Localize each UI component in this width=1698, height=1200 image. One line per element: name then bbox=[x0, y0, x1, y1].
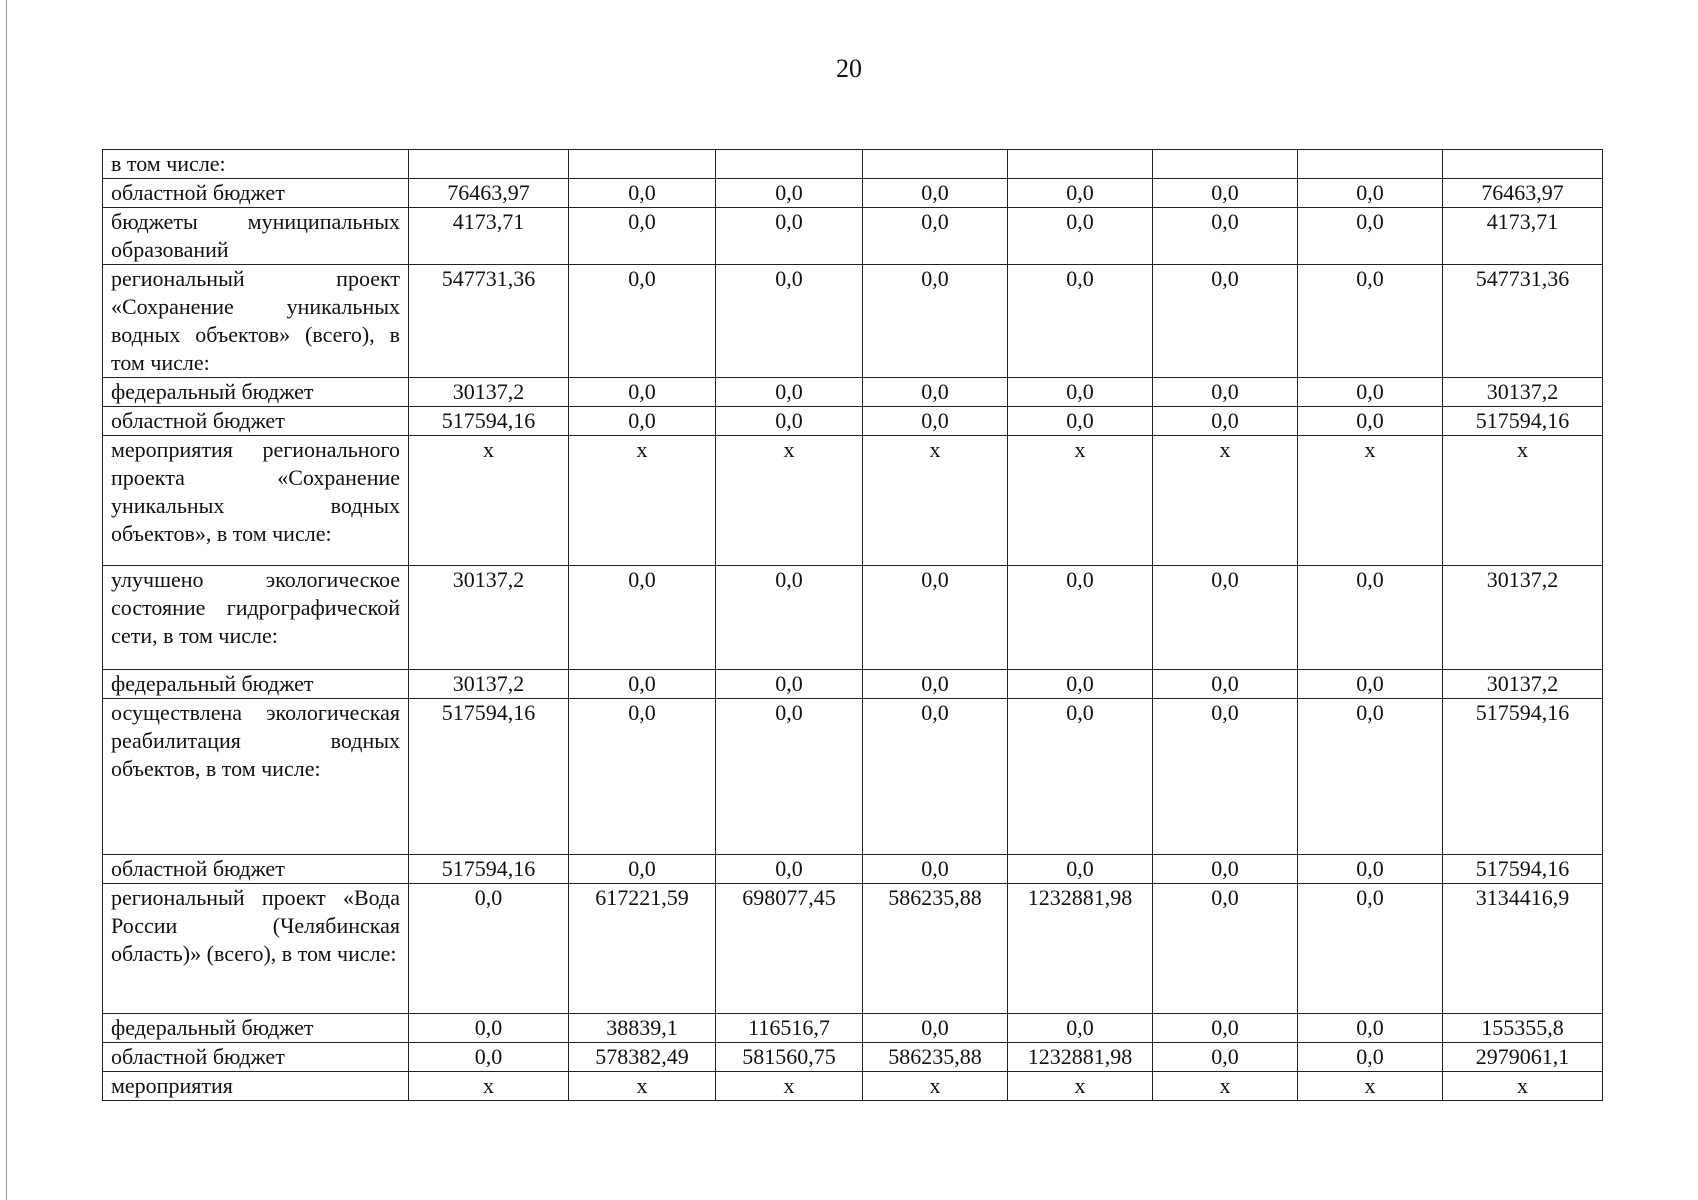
value-cell: 0,0 bbox=[1298, 208, 1443, 265]
value-cell: 0,0 bbox=[1008, 208, 1153, 265]
value-cell: 0,0 bbox=[1008, 855, 1153, 884]
value-cell: 0,0 bbox=[1008, 670, 1153, 699]
value-cell: 0,0 bbox=[1153, 1014, 1298, 1043]
value-cell: 517594,16 bbox=[1443, 855, 1603, 884]
table-row bbox=[103, 699, 1603, 855]
value-cell: 0,0 bbox=[569, 670, 716, 699]
value-cell: 517594,16 bbox=[409, 407, 569, 436]
value-cell: 0,0 bbox=[569, 265, 716, 378]
value-cell: 0,0 bbox=[863, 208, 1008, 265]
value-cell: 0,0 bbox=[1153, 566, 1298, 670]
value-cell: 0,0 bbox=[716, 265, 863, 378]
value-cell: 0,0 bbox=[409, 884, 569, 1014]
value-cell: 0,0 bbox=[1153, 407, 1298, 436]
value-cell: х bbox=[716, 436, 863, 566]
value-cell: 547731,36 bbox=[409, 265, 569, 378]
value-cell: 0,0 bbox=[863, 855, 1008, 884]
value-cell: 581560,75 bbox=[716, 1043, 863, 1072]
value-cell: 0,0 bbox=[863, 407, 1008, 436]
value-cell bbox=[1298, 150, 1443, 179]
value-cell: 0,0 bbox=[569, 566, 716, 670]
value-cell: х bbox=[569, 436, 716, 566]
value-cell: 30137,2 bbox=[1443, 670, 1603, 699]
value-cell: 0,0 bbox=[1153, 855, 1298, 884]
value-cell: 30137,2 bbox=[1443, 566, 1603, 670]
value-cell: 0,0 bbox=[716, 407, 863, 436]
row-label: федеральный бюджет bbox=[103, 378, 409, 407]
table-row bbox=[103, 566, 1603, 670]
value-cell: 76463,97 bbox=[409, 179, 569, 208]
value-cell bbox=[716, 150, 863, 179]
table-row bbox=[103, 208, 1603, 265]
value-cell: х bbox=[569, 1072, 716, 1101]
page-edge-rule bbox=[6, 0, 7, 1200]
value-cell: 0,0 bbox=[863, 378, 1008, 407]
value-cell: 0,0 bbox=[569, 407, 716, 436]
value-cell: 0,0 bbox=[863, 566, 1008, 670]
value-cell: 30137,2 bbox=[409, 670, 569, 699]
value-cell: 0,0 bbox=[1298, 670, 1443, 699]
value-cell: 517594,16 bbox=[1443, 699, 1603, 855]
value-cell: х bbox=[1008, 1072, 1153, 1101]
value-cell: 30137,2 bbox=[1443, 378, 1603, 407]
value-cell: 116516,7 bbox=[716, 1014, 863, 1043]
value-cell: 4173,71 bbox=[409, 208, 569, 265]
value-cell: 0,0 bbox=[1298, 1014, 1443, 1043]
table-row bbox=[103, 179, 1603, 208]
value-cell: 578382,49 bbox=[569, 1043, 716, 1072]
value-cell: 0,0 bbox=[716, 208, 863, 265]
row-label: областной бюджет bbox=[103, 1043, 409, 1072]
value-cell: 0,0 bbox=[569, 855, 716, 884]
value-cell: х bbox=[1443, 1072, 1603, 1101]
value-cell: 0,0 bbox=[1153, 378, 1298, 407]
value-cell: 0,0 bbox=[569, 179, 716, 208]
row-label: улучшено экологическое состояние гидрографической сети, в том числе: bbox=[103, 566, 409, 670]
value-cell: 0,0 bbox=[716, 566, 863, 670]
value-cell: 0,0 bbox=[1008, 566, 1153, 670]
value-cell: 0,0 bbox=[1298, 407, 1443, 436]
value-cell: 76463,97 bbox=[1443, 179, 1603, 208]
value-cell: х bbox=[863, 436, 1008, 566]
value-cell: 617221,59 bbox=[569, 884, 716, 1014]
row-label: мероприятия регионального проекта «Сохранение уникальных водных объектов», в том числе: bbox=[103, 436, 409, 566]
budget-table-body bbox=[103, 150, 1603, 1101]
value-cell: 0,0 bbox=[1008, 699, 1153, 855]
value-cell: х bbox=[1443, 436, 1603, 566]
value-cell: 0,0 bbox=[716, 855, 863, 884]
value-cell: 0,0 bbox=[1008, 1014, 1153, 1043]
value-cell: 0,0 bbox=[1298, 378, 1443, 407]
value-cell: 0,0 bbox=[1008, 179, 1153, 208]
table-row bbox=[103, 150, 1603, 179]
table-row bbox=[103, 670, 1603, 699]
table-row bbox=[103, 1043, 1603, 1072]
value-cell: 0,0 bbox=[1008, 407, 1153, 436]
value-cell: 517594,16 bbox=[1443, 407, 1603, 436]
value-cell: 0,0 bbox=[863, 179, 1008, 208]
value-cell: 0,0 bbox=[1298, 179, 1443, 208]
value-cell: х bbox=[863, 1072, 1008, 1101]
value-cell bbox=[1008, 150, 1153, 179]
value-cell: 0,0 bbox=[716, 699, 863, 855]
value-cell: 0,0 bbox=[716, 179, 863, 208]
value-cell: 2979061,1 bbox=[1443, 1043, 1603, 1072]
value-cell: 0,0 bbox=[569, 208, 716, 265]
row-label: региональный проект «Вода России (Челябинская область)» (всего), в том числе: bbox=[103, 884, 409, 1014]
value-cell: 0,0 bbox=[1153, 1043, 1298, 1072]
value-cell: 0,0 bbox=[863, 699, 1008, 855]
value-cell: 0,0 bbox=[1298, 265, 1443, 378]
value-cell: 0,0 bbox=[1008, 378, 1153, 407]
value-cell: х bbox=[1008, 436, 1153, 566]
row-label: региональный проект «Сохранение уникальных водных объектов» (всего), в том числе: bbox=[103, 265, 409, 378]
value-cell: х bbox=[409, 1072, 569, 1101]
row-label: бюджеты муниципальных образований bbox=[103, 208, 409, 265]
value-cell bbox=[863, 150, 1008, 179]
value-cell: 0,0 bbox=[863, 265, 1008, 378]
value-cell: 586235,88 bbox=[863, 1043, 1008, 1072]
value-cell: 517594,16 bbox=[409, 699, 569, 855]
value-cell: 1232881,98 bbox=[1008, 1043, 1153, 1072]
value-cell: 0,0 bbox=[409, 1014, 569, 1043]
table-row bbox=[103, 378, 1603, 407]
value-cell: 0,0 bbox=[1298, 884, 1443, 1014]
value-cell: 38839,1 bbox=[569, 1014, 716, 1043]
value-cell: 0,0 bbox=[1153, 208, 1298, 265]
page-number: 20 bbox=[836, 54, 862, 83]
row-label: федеральный бюджет bbox=[103, 1014, 409, 1043]
value-cell: 0,0 bbox=[1153, 699, 1298, 855]
value-cell: 0,0 bbox=[569, 699, 716, 855]
value-cell: 586235,88 bbox=[863, 884, 1008, 1014]
value-cell: х bbox=[1298, 1072, 1443, 1101]
value-cell: 1232881,98 bbox=[1008, 884, 1153, 1014]
table-row bbox=[103, 1014, 1603, 1043]
value-cell: 155355,8 bbox=[1443, 1014, 1603, 1043]
value-cell: 698077,45 bbox=[716, 884, 863, 1014]
value-cell: 3134416,9 bbox=[1443, 884, 1603, 1014]
value-cell bbox=[1153, 150, 1298, 179]
value-cell: 4173,71 bbox=[1443, 208, 1603, 265]
value-cell: 0,0 bbox=[409, 1043, 569, 1072]
row-label: областной бюджет bbox=[103, 179, 409, 208]
value-cell: 0,0 bbox=[863, 670, 1008, 699]
value-cell: 0,0 bbox=[1008, 265, 1153, 378]
table-row bbox=[103, 884, 1603, 1014]
value-cell: 0,0 bbox=[1298, 699, 1443, 855]
table-row bbox=[103, 436, 1603, 566]
value-cell: 0,0 bbox=[1298, 566, 1443, 670]
value-cell: х bbox=[1298, 436, 1443, 566]
value-cell bbox=[1443, 150, 1603, 179]
row-label: федеральный бюджет bbox=[103, 670, 409, 699]
value-cell bbox=[409, 150, 569, 179]
table-row bbox=[103, 407, 1603, 436]
value-cell: 547731,36 bbox=[1443, 265, 1603, 378]
value-cell: х bbox=[409, 436, 569, 566]
value-cell: 0,0 bbox=[1153, 179, 1298, 208]
value-cell: 0,0 bbox=[863, 1014, 1008, 1043]
value-cell: 0,0 bbox=[716, 670, 863, 699]
table-row bbox=[103, 265, 1603, 378]
value-cell bbox=[569, 150, 716, 179]
value-cell: х bbox=[1153, 436, 1298, 566]
value-cell: 0,0 bbox=[1153, 884, 1298, 1014]
row-label: мероприятия bbox=[103, 1072, 409, 1101]
value-cell: 0,0 bbox=[716, 378, 863, 407]
value-cell: 517594,16 bbox=[409, 855, 569, 884]
value-cell: х bbox=[1153, 1072, 1298, 1101]
value-cell: 30137,2 bbox=[409, 378, 569, 407]
value-cell: 0,0 bbox=[1153, 265, 1298, 378]
row-label: областной бюджет bbox=[103, 407, 409, 436]
value-cell: 0,0 bbox=[1298, 1043, 1443, 1072]
row-label: осуществлена экологическая реабилитация водных объектов, в том числе: bbox=[103, 699, 409, 855]
row-label: в том числе: bbox=[103, 150, 409, 179]
value-cell: х bbox=[716, 1072, 863, 1101]
table-row bbox=[103, 1072, 1603, 1101]
budget-table bbox=[102, 149, 1603, 1101]
value-cell: 0,0 bbox=[1298, 855, 1443, 884]
value-cell: 0,0 bbox=[1153, 670, 1298, 699]
table-row bbox=[103, 855, 1603, 884]
row-label: областной бюджет bbox=[103, 855, 409, 884]
value-cell: 0,0 bbox=[569, 378, 716, 407]
value-cell: 30137,2 bbox=[409, 566, 569, 670]
